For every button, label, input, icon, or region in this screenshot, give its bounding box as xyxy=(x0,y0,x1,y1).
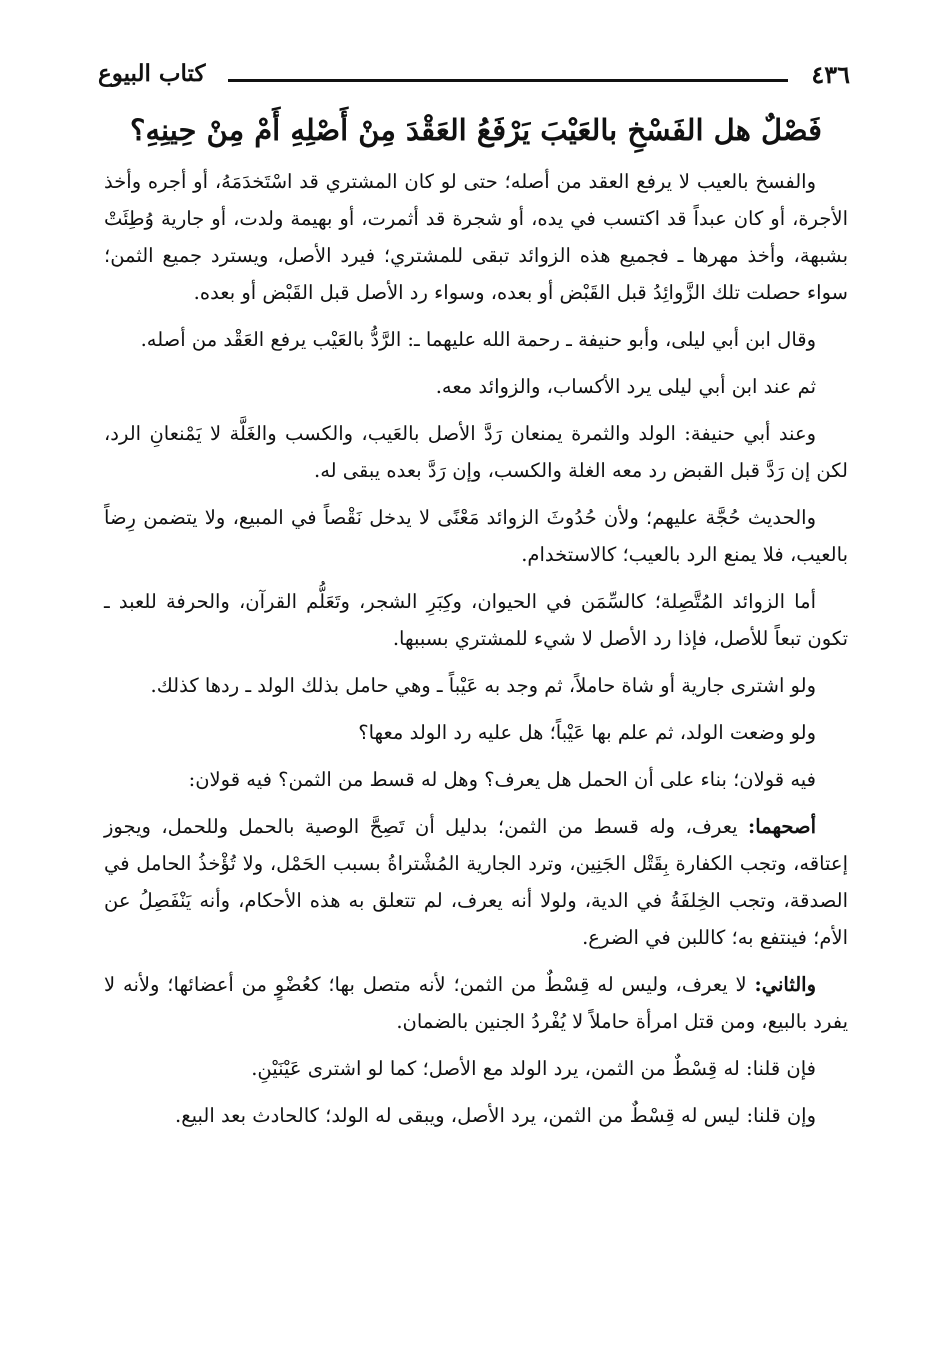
paragraph-text: ولو اشترى جارية أو شاة حاملاً، ثم وجد به عَيْباً ـ وهي حامل بذلك الولد ـ ردها كذلك. xyxy=(150,674,816,697)
paragraph xyxy=(104,321,848,358)
header-rule xyxy=(228,79,788,82)
paragraph xyxy=(104,714,848,751)
paragraph-text: والفسخ بالعيب لا يرفع العقد من أصله؛ حتى لو كان المشتري قد اسْتَخدَمَهُ، أو أجره وأخذ الأجرة، أو كان عبداً قد اكتسب في يده، أو شجرة قد أثمرت، أو بهيمة ولدت، أو جارية وُطِئَتْ بشبهة، وأخذ مهرها ـ فجميع هذه الزوائد تبقى للمشتري؛ فيرد الأصل، ويسترد جميع الثمن؛ سواء حصلت تلك الزَّوائِدُ قبل القَبْض أو بعده، وسواء رد الأصل قبل القَبْض أو بعده. xyxy=(104,170,848,304)
paragraph xyxy=(104,667,848,704)
paragraph-lead: أصحهما: xyxy=(748,815,816,838)
paragraph-text: ثم عند ابن أبي ليلى يرد الأكساب، والزوائد معه. xyxy=(435,375,816,398)
paragraph xyxy=(104,415,848,489)
paragraph-text: فإن قلنا: له قِسْطٌ من الثمن، يرد الولد مع الأصل؛ كما لو اشترى عَيْنَيْنِ. xyxy=(251,1057,816,1080)
paragraph-text: والحديث حُجَّة عليهم؛ ولأن حُدُوثَ الزوائد مَعْنًى لا يدخل نَقْصاً في المبيع، ولا يتضمن رِضاً بالعيب، فلا يمنع الرد بالعيب؛ كالاستخدام. xyxy=(104,506,848,566)
book-title: كتاب البيوع xyxy=(98,60,206,87)
paragraph-text: يعرف، وله قسط من الثمن؛ بدليل أن تَصِحَّ الوصية بالحمل وللحمل، ويجوز إعتاقه، وتجب الكفارة بِقَتْل الجَنِين، وترد الجارية المُشْتراةُ بسبب الحَمْل، ولا تُؤْخذُ الحامل في الصدقة، وتجب الخِلفَةُ في الدية، ولولا أنه يعرف، لم تتعلق به هذه الأحكام، وأنه يَنْفَصِلُ عن الأم؛ فينتفع به؛ كاللبن في الضرع. xyxy=(104,815,848,949)
paragraph xyxy=(104,1050,848,1087)
paragraph-lead: والثاني: xyxy=(754,973,816,996)
paragraph xyxy=(104,1097,848,1134)
body-text xyxy=(104,163,848,1144)
paragraph-text: وإن قلنا: ليس له قِسْطٌ من الثمن، يرد الأصل، ويبقى له الولد؛ كالحادث بعد البيع. xyxy=(175,1104,816,1127)
paragraph xyxy=(104,761,848,798)
page-number: ٤٣٦ xyxy=(811,60,850,89)
paragraph-text: وقال ابن أبي ليلى، وأبو حنيفة ـ رحمة الله عليهما ـ: الرَّدُّ بالعَيْب يرفع العَقْد من أصله. xyxy=(140,328,816,351)
chapter-title: فَصْلٌ هل الفَسْخِ بالعَيْبَ يَرْفَعُ العَقْدَ مِنْ أَصْلِهِ أَمْ مِنْ حِينِهِ؟ xyxy=(130,113,822,147)
paragraph-text: وعند أبي حنيفة: الولد والثمرة يمنعان رَدَّ الأصل بالعَيب، والكسب والغَلَّة لا يَمْنعانِ الرد، لكن إن رَدَّ قبل القبض رد معه الغلة والكسب، وإن رَدَّ بعده يبقى له. xyxy=(104,422,848,482)
paragraph-text: ولو وضعت الولد، ثم علم بها عَيْباً؛ هل عليه رد الولد معها؟ xyxy=(358,721,816,744)
paragraph-text: لا يعرف، وليس له قِسْطٌ من الثمن؛ لأنه متصل بها؛ كعُضْوٍ من أعضائها؛ ولأنه لا يفرد بالبيع، ومن قتل امرأة حاملاً لا يُفْردُ الجنين بالضمان. xyxy=(104,973,848,1033)
paragraph xyxy=(104,163,848,311)
paragraph xyxy=(104,368,848,405)
paragraph-text: فيه قولان؛ بناء على أن الحمل هل يعرف؟ وهل له قسط من الثمن؟ فيه قولان: xyxy=(188,768,816,791)
paragraph xyxy=(104,808,848,956)
page-header xyxy=(98,58,850,98)
paragraph xyxy=(104,499,848,573)
paragraph xyxy=(104,966,848,1040)
paragraph xyxy=(104,583,848,657)
paragraph-text: أما الزوائد المُتَّصِلة؛ كالسِّمَن في الحيوان، وكِبَرِ الشجر، وتَعَلُّم القرآن، والحرفة للعبد ـ تكون تبعاً للأصل، فإذا رد الأصل لا شيء للمشتري بسببها. xyxy=(104,590,848,650)
